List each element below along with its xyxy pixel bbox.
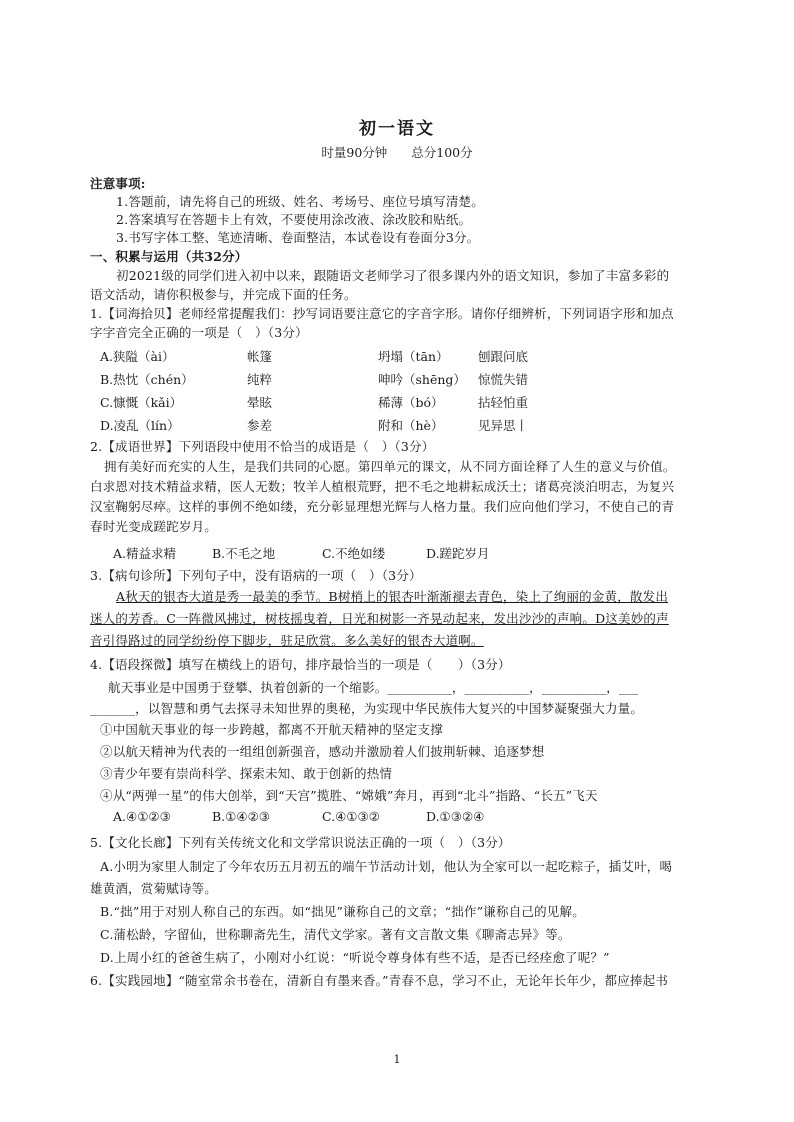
- q3-passage-line: 迷人的芳香。C一阵微风拂过，树枝摇曳着，日光和树影一齐晃动起来，发出沙沙的声响。D这美妙的声: [90, 611, 669, 626]
- question-4-stem: 4.【语段探微】填写在横线上的语句，排序最恰当的一项是（ ）（3分）: [90, 657, 511, 672]
- note-item: 2.答案填写在答题卡上有效，不要使用涂改液、涂改胶和贴纸。: [116, 212, 472, 227]
- q1-option-a: A.狭隘（ài）: [100, 349, 175, 364]
- q1-option-c-word2: 晕眩: [247, 395, 273, 410]
- q4-item: ②以航天精神为代表的一组组创新强音，感动并激励着人们披荆斩棘、追逐梦想: [100, 744, 545, 759]
- q1-option-b-word4: 惊慌失错: [478, 372, 529, 387]
- q1-option-a-word4: 刨跟问底: [478, 349, 529, 364]
- notes-heading: 注意事项:: [90, 176, 146, 191]
- q2-passage-line: 拥有美好而充实的人生，是我们共同的心愿。第四单元的课文，从不同方面诠释了人生的意义与价值。: [104, 459, 676, 474]
- page-number: 1: [393, 1053, 401, 1066]
- question-1-stem: 字字音完全正确的一项是（ ）（3分）: [90, 325, 308, 340]
- q1-option-a-word3: 坍塌（tān）: [378, 349, 449, 364]
- q5-line: 雄黄酒，赏菊赋诗等。: [90, 881, 218, 896]
- q3-passage-line: 音引得路过的同学纷纷停下脚步，驻足欣赏。多么美好的银杏大道啊。: [90, 633, 484, 648]
- q2-option-d: D.蹉跎岁月: [426, 546, 490, 561]
- q1-option-b-word2: 纯粹: [247, 372, 273, 387]
- q2-option-a: A.精益求精: [113, 546, 177, 561]
- q4-option-a: A.④①②③: [113, 809, 171, 824]
- q4-option-c: C.④①③②: [322, 809, 380, 824]
- q2-passage-line: 汉室鞠躬尽瘁。这样的事例不绝如缕，充分彰显理想光辉与人格力量。我们应向他们学习，不使自己的青: [90, 499, 675, 514]
- q4-passage-line: 航天事业是中国勇于登攀、执着创新的一个缩影。__________，__________，__________，___: [108, 680, 639, 695]
- q1-option-d-word4: 见异思丨: [478, 418, 529, 433]
- q2-passage-line: 春时光变成蹉跎岁月。: [90, 519, 218, 534]
- q1-option-d-word2: 参差: [247, 418, 273, 433]
- section-intro: 初2021级的同学们进入初中以来，跟随语文老师学习了很多课内外的语文知识，参加了丰富多彩的: [116, 268, 670, 283]
- exam-meta: [0, 143, 794, 161]
- q5-line: C.蒲松龄，字留仙，世称聊斋先生，清代文学家。著有文言散文集《聊斋志异》等。: [100, 927, 571, 942]
- question-1-stem: 1.【词海拾贝】老师经常提醒我们：抄写词语要注意它的字音字形。请你仔细辨析，下列词语字形和加点: [90, 306, 674, 321]
- q4-option-b: B.①④②③: [212, 809, 270, 824]
- exam-total-score: 总分100分: [411, 145, 473, 160]
- q5-line: B.“拙”用于对别人称自己的东西。如“拙见”谦称自己的文章；“拙作”谦称自己的见解。: [100, 904, 585, 919]
- note-item: 1.答题前，请先将自己的班级、姓名、考场号、座位号填写清楚。: [116, 194, 484, 209]
- q2-option-b: B.不毛之地: [212, 546, 276, 561]
- q2-passage-line: 白求恩对技术精益求精，医人无数；牧羊人植根荒野，把不毛之地耕耘成沃土；诸葛亮淡泊明志，为复兴: [90, 479, 675, 494]
- question-3-stem: 3.【病句诊所】下列句子中，没有语病的一项（ ）（3分）: [90, 568, 422, 583]
- q1-option-c-word3: 稀薄（bó）: [378, 395, 444, 410]
- question-6-stem: 6.【实践园地】“随室常余书卷在，清新自有墨来香。”青春不息，学习不止，无论年长年少，都应捧起书: [90, 973, 669, 988]
- q1-option-d: D.凌乱（lín）: [100, 418, 180, 433]
- q5-line: D.上周小红的爸爸生病了，小刚对小红说：“听说令尊身体有些不适，是否已经痊愈了呢？”: [100, 950, 610, 965]
- question-2-stem: 2.【成语世界】下列语段中使用不恰当的成语是（ ）（3分）: [90, 439, 435, 454]
- q1-option-c-word4: 拈轻怕重: [478, 395, 529, 410]
- q2-option-c: C.不绝如缕: [322, 546, 386, 561]
- exam-title: 初一语文: [359, 119, 435, 139]
- q1-option-d-word3: 附和（hè）: [378, 418, 444, 433]
- q1-option-c: C.慷慨（kǎi）: [100, 395, 183, 410]
- q5-line: A.小明为家里人制定了今年农历五月初五的端午节活动计划，他认为全家可以一起吃粽子，插艾叶，喝: [100, 859, 673, 874]
- section-intro: 语文活动，请你积极参与，并完成下面的任务。: [90, 287, 357, 302]
- exam-time: 时量90分钟: [321, 145, 388, 160]
- q4-option-d: D.①③②④: [426, 809, 485, 824]
- q4-item: ④从“两弹一星”的伟大创举，到“天宫”揽胜、“嫦娥”奔月，再到“北斗”指路、“长五”飞天: [100, 788, 598, 803]
- q1-option-b: B.热忱（chén）: [100, 372, 194, 387]
- note-item: 3.书写字体工整、笔迹清晰、卷面整洁，本试卷设有卷面分3分。: [116, 230, 480, 245]
- q4-passage-line: _______，以智慧和勇气去探寻未知世界的奥秘，为实现中华民族伟大复兴的中国梦凝聚强大力量。: [90, 701, 644, 716]
- q4-item: ①中国航天事业的每一步跨越，都离不开航天精神的坚定支撑: [100, 722, 443, 737]
- q3-passage-line: A秋天的银杏大道是秀一最美的季节。B树梢上的银杏叶渐渐褪去青色，染上了绚丽的金黄，散发出: [116, 589, 669, 604]
- question-5-stem: 5.【文化长廊】下列有关传统文化和文学常识说法正确的一项（ ）（3分）: [90, 835, 511, 850]
- q4-item: ③青少年要有崇尚科学、探索未知、敢于创新的热情: [100, 766, 393, 781]
- section-heading: 一、积累与运用（共32分）: [90, 249, 248, 264]
- q1-option-b-word3: 呻吟（shēng）: [378, 372, 466, 387]
- q1-option-a-word2: 帐篷: [247, 349, 273, 364]
